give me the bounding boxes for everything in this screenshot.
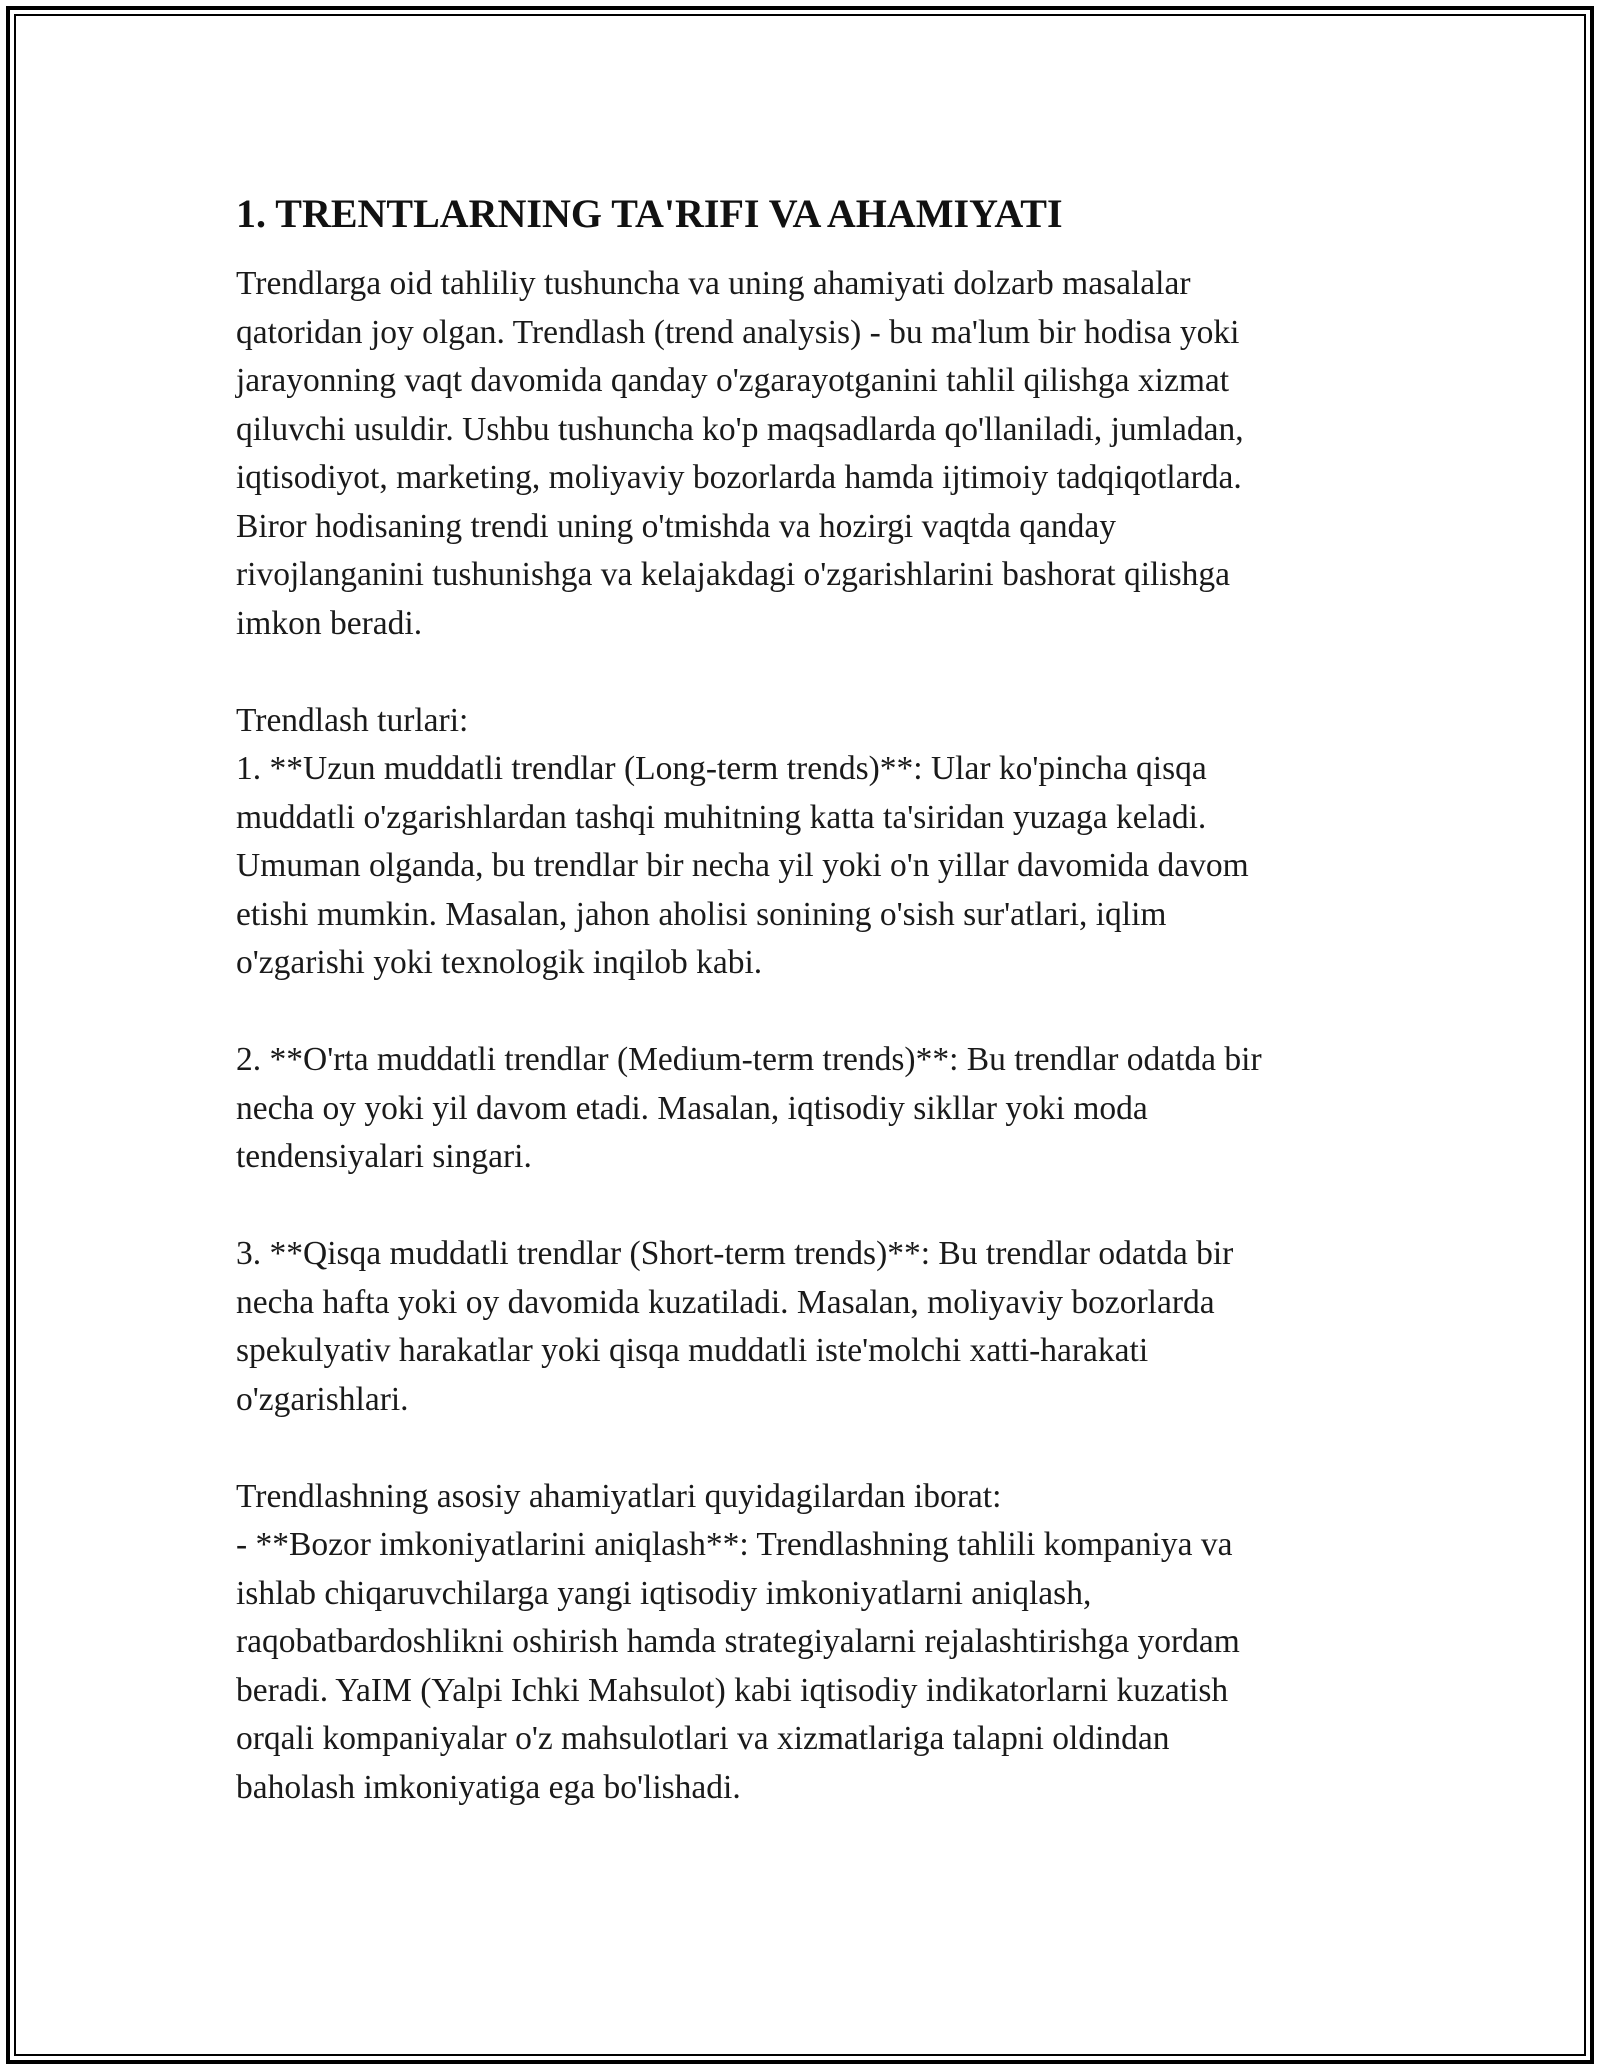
text-line: 2. **O'rta muddatli trendlar (Medium-term trends)**: Bu trendlar odatda bir <box>236 1041 1262 1078</box>
text-line: tendensiyalari singari. <box>236 1138 532 1175</box>
text-line: imkon beradi. <box>236 604 423 642</box>
text-line: Trendlarga oid tahliliy tushuncha va uning ahamiyati dolzarb masalalar <box>236 265 1191 302</box>
intro-paragraph <box>236 260 1376 648</box>
text-line: etishi mumkin. Masalan, jahon aholisi sonining o'sish sur'atlari, iqlim <box>236 895 1167 933</box>
text-line: necha hafta yoki oy davomida kuzatiladi. Masalan, moliyaviy bozorlarda <box>236 1283 1215 1321</box>
importance-heading: Trendlashning asosiy ahamiyatlari quyidagilardan iborat: <box>236 1477 1002 1515</box>
types-heading: Trendlash turlari: <box>236 701 469 739</box>
types-list <box>236 697 1376 988</box>
text-line: o'zgarishlari. <box>236 1380 409 1418</box>
text-line: muddatli o'zgarishlardan tashqi muhitning katta ta'siridan yuzaga keladi. <box>236 798 1207 836</box>
text-line: 3. **Qisqa muddatli trendlar (Short-term trends)**: Bu trendlar odatda bir <box>236 1235 1234 1272</box>
text-line: Biror hodisaning trendi uning o'tmishda va hozirgi vaqtda qanday <box>236 507 1116 545</box>
text-line: - **Bozor imkoniyatlarini aniqlash**: Trendlashning tahlili kompaniya va <box>236 1526 1233 1563</box>
type2-paragraph <box>236 1036 1376 1182</box>
text-line: rivojlanganini tushunishga va kelajakdagi o'zgarishlarini bashorat qilishga <box>236 556 1231 593</box>
paragraph-gap <box>236 1424 1376 1473</box>
text-line: raqobatbardoshlikni oshirish hamda strategiyalarni rejalashtirishga yordam <box>236 1623 1240 1660</box>
text-line: o'zgarishi yoki texnologik inqilob kabi. <box>236 944 763 981</box>
text-line: iqtisodiyot, marketing, moliyaviy bozorlarda hamda ijtimoiy tadqiqotlarda. <box>236 459 1242 496</box>
text-line: 1. **Uzun muddatli trendlar (Long-term trends)**: Ular ko'pincha qisqa <box>236 750 1207 787</box>
text-line: orqali kompaniyalar o'z mahsulotlari va xizmatlariga talapni oldindan <box>236 1720 1170 1757</box>
paragraph-gap <box>236 988 1376 1037</box>
section-heading: 1. TRENTLARNING TA'RIFI VA AHAMIYATI <box>236 191 1063 236</box>
text-line: ishlab chiqaruvchilarga yangi iqtisodiy imkoniyatlarni aniqlash, <box>236 1574 1092 1612</box>
text-line: qatoridan joy olgan. Trendlash (trend analysis) - bu ma'lum bir hodisa yoki <box>236 313 1240 351</box>
text-line: baholash imkoniyatiga ega bo'lishadi. <box>236 1768 741 1806</box>
text-line: beradi. YaIM (Yalpi Ichki Mahsulot) kabi iqtisodiy indikatorlarni kuzatish <box>236 1671 1229 1709</box>
paragraph-gap <box>236 1182 1376 1231</box>
text-line: necha oy yoki yil davom etadi. Masalan, iqtisodiy sikllar yoki moda <box>236 1089 1148 1127</box>
type3-paragraph <box>236 1230 1376 1424</box>
importance-paragraph <box>236 1473 1376 1813</box>
paragraph-gap <box>236 648 1376 697</box>
text-line: spekulyativ harakatlar yoki qisqa muddatli iste'molchi xatti-harakati <box>236 1332 1149 1369</box>
document-body <box>236 186 1376 1812</box>
text-line: qiluvchi usuldir. Ushbu tushuncha ko'p maqsadlarda qo'llaniladi, jumladan, <box>236 410 1244 448</box>
text-line: jarayonning vaqt davomida qanday o'zgarayotganini tahlil qilishga xizmat <box>236 362 1230 399</box>
text-line: Umuman olganda, bu trendlar bir necha yil yoki o'n yillar davomida davom <box>236 847 1249 884</box>
